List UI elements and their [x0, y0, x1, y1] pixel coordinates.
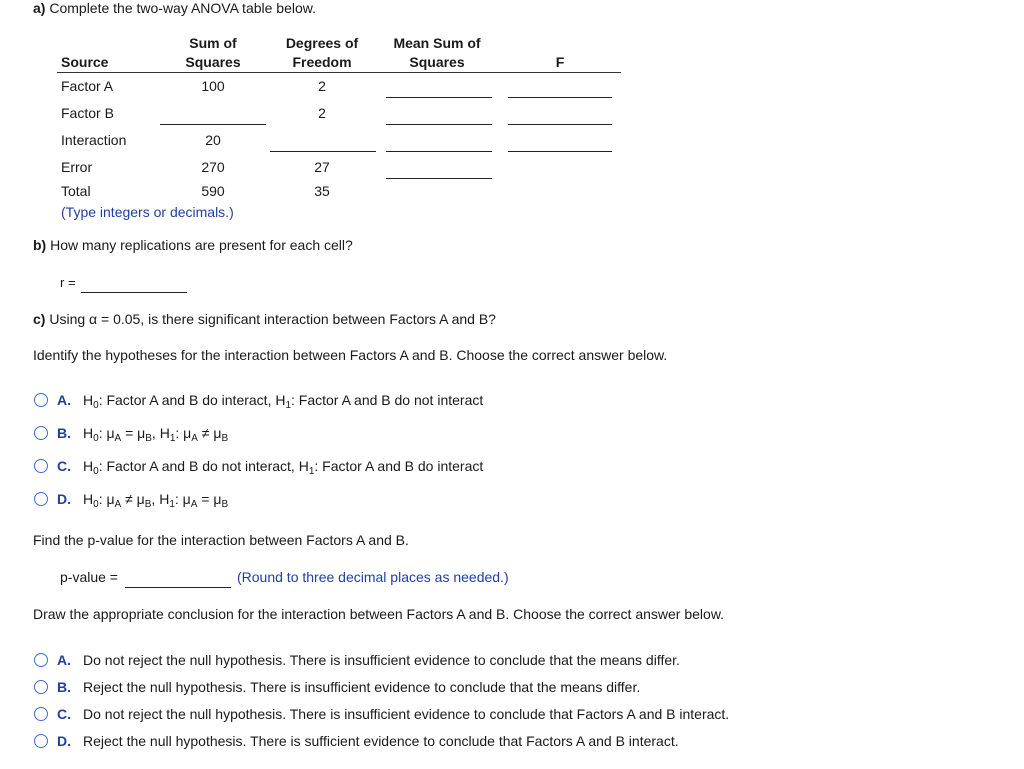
radio-hyp-a[interactable] — [34, 393, 48, 407]
row-df-error: 27 — [314, 159, 330, 175]
ms-error-input[interactable] — [386, 157, 492, 179]
header-ms — [382, 34, 492, 72]
part-b-question: How many replications are present for each cell? — [50, 237, 353, 253]
s-0: 0 — [93, 433, 99, 444]
t-f: ≠ μ — [197, 425, 222, 441]
header-ss-line1: Sum of — [189, 35, 237, 51]
h0-label: H — [83, 392, 94, 408]
option-letter: B. — [57, 425, 71, 441]
t-a: H — [83, 491, 94, 507]
option-letter: C. — [57, 458, 71, 474]
t-c: ≠ μ — [121, 491, 145, 507]
part-a-heading — [33, 0, 316, 16]
s-a: A — [114, 499, 122, 510]
option-letter: D. — [57, 491, 71, 507]
ms-factor-b-line — [386, 124, 492, 125]
s-0: 0 — [93, 499, 99, 510]
row-source-total: Total — [61, 183, 91, 199]
t-e: : μ — [174, 491, 191, 507]
option-text — [83, 491, 229, 510]
radio-concl-a[interactable] — [34, 653, 48, 667]
header-ms-line1: Mean Sum of — [393, 35, 481, 51]
r-input-line — [81, 292, 187, 293]
t-b: : μ — [98, 491, 115, 507]
t-a: H — [83, 425, 94, 441]
ms-factor-a-input[interactable] — [386, 76, 492, 98]
part-c-heading — [33, 311, 496, 327]
t-d: , H — [151, 491, 170, 507]
part-a-prefix: a) — [33, 0, 46, 16]
s-b: B — [144, 499, 152, 510]
option-letter: A. — [57, 652, 71, 668]
header-ss-line2: Squares — [185, 54, 241, 70]
header-df-line1: Degrees of — [285, 35, 359, 51]
row-ss-total: 590 — [201, 183, 225, 199]
row-ss-interaction: 20 — [205, 132, 221, 148]
option-letter: C. — [57, 706, 71, 722]
h0-label: H — [83, 458, 94, 474]
ms-interaction-line — [386, 151, 492, 152]
pvalue-prompt: Find the p-value for the interaction between Factors A and B. — [33, 532, 409, 548]
row-df-factor-a: 2 — [318, 78, 326, 94]
h0-text: : Factor A and B do interact, H — [98, 392, 286, 408]
h0-sub: 0 — [93, 400, 99, 411]
part-b-prefix: b) — [33, 237, 47, 253]
row-ss-error: 270 — [201, 159, 225, 175]
option-text — [83, 458, 484, 477]
f-factor-a-line — [508, 97, 612, 98]
option-text — [83, 425, 229, 444]
radio-concl-b[interactable] — [34, 680, 48, 694]
radio-concl-c[interactable] — [34, 707, 48, 721]
radio-concl-d[interactable] — [34, 734, 48, 748]
h0-sub: 0 — [93, 466, 99, 477]
header-ms-line2: Squares — [409, 54, 465, 70]
option-text: Reject the null hypothesis. There is sufficient evidence to conclude that Factors A and B interact. — [83, 733, 679, 749]
part-b-heading — [33, 237, 353, 253]
f-factor-b-input[interactable] — [508, 103, 612, 125]
f-factor-b-line — [508, 124, 612, 125]
f-factor-a-input[interactable] — [508, 76, 612, 98]
row-source-factor-a: Factor A — [61, 78, 114, 94]
s-1: 1 — [169, 433, 176, 444]
row-df-total: 35 — [314, 183, 330, 199]
r-label: r = — [60, 275, 76, 290]
header-df-line2: Freedom — [292, 54, 352, 70]
radio-hyp-c[interactable] — [34, 459, 48, 473]
row-source-interaction: Interaction — [61, 132, 127, 148]
h1-text: : Factor A and B do not interact — [291, 392, 484, 408]
ms-interaction-input[interactable] — [386, 130, 492, 152]
header-ss — [170, 34, 256, 72]
ss-factor-b-line — [160, 124, 266, 125]
s-b: B — [145, 433, 152, 444]
t-d: , H — [151, 425, 170, 441]
t-e: : μ — [175, 425, 192, 441]
t-b: : μ — [98, 425, 115, 441]
option-letter: A. — [57, 392, 71, 408]
header-df — [272, 34, 372, 72]
pvalue-label: p-value = — [60, 569, 118, 585]
h1-text: : Factor A and B do interact — [314, 458, 484, 474]
option-text: Do not reject the null hypothesis. There is insufficient evidence to conclude that Factors A and B interact. — [83, 706, 730, 722]
f-interaction-line — [508, 151, 612, 152]
radio-hyp-d[interactable] — [34, 492, 48, 506]
radio-hyp-b[interactable] — [34, 426, 48, 440]
s-a2: A — [190, 499, 198, 510]
s-b2: B — [221, 499, 229, 510]
ms-factor-a-line — [386, 97, 492, 98]
df-interaction-input[interactable] — [270, 130, 376, 152]
option-text: Reject the null hypothesis. There is insufficient evidence to conclude that the means differ. — [83, 679, 641, 695]
ms-error-line — [386, 178, 492, 179]
ss-factor-b-input[interactable] — [160, 103, 266, 125]
row-source-factor-b: Factor B — [61, 105, 114, 121]
h1-sub: 1 — [285, 400, 292, 411]
row-ss-factor-a: 100 — [201, 78, 225, 94]
row-df-factor-b: 2 — [318, 105, 326, 121]
header-divider — [57, 72, 621, 73]
pvalue-note: (Round to three decimal places as needed.) — [237, 569, 509, 585]
header-f: F — [555, 54, 565, 70]
ms-factor-b-input[interactable] — [386, 103, 492, 125]
option-letter: B. — [57, 679, 71, 695]
s-a: A — [114, 433, 122, 444]
s-1: 1 — [169, 499, 175, 510]
h0-text: : Factor A and B do not interact, H — [98, 458, 309, 474]
part-c-prefix: c) — [33, 311, 46, 327]
t-c: = μ — [121, 425, 146, 441]
part-a-title: Complete the two-way ANOVA table below. — [49, 0, 316, 16]
pvalue-input[interactable] — [125, 566, 231, 588]
df-interaction-line — [270, 151, 376, 152]
option-text — [83, 392, 484, 411]
s-b2: B — [221, 433, 229, 444]
hypotheses-prompt: Identify the hypotheses for the interaction between Factors A and B. Choose the correct answer below. — [33, 347, 668, 363]
conclusion-prompt: Draw the appropriate conclusion for the interaction between Factors A and B. Choose the correct answer below. — [33, 606, 725, 622]
pvalue-input-line — [125, 587, 231, 588]
h1-sub: 1 — [308, 466, 315, 477]
option-letter: D. — [57, 733, 71, 749]
row-source-error: Error — [61, 159, 93, 175]
f-interaction-input[interactable] — [508, 130, 612, 152]
r-input[interactable] — [81, 271, 187, 293]
type-note: (Type integers or decimals.) — [61, 204, 234, 220]
option-text: Do not reject the null hypothesis. There is insufficient evidence to conclude that the means differ. — [83, 652, 680, 668]
s-a2: A — [191, 433, 198, 444]
t-f: = μ — [197, 491, 222, 507]
header-source: Source — [61, 54, 109, 70]
part-c-question: Using α = 0.05, is there significant interaction between Factors A and B? — [49, 311, 496, 327]
